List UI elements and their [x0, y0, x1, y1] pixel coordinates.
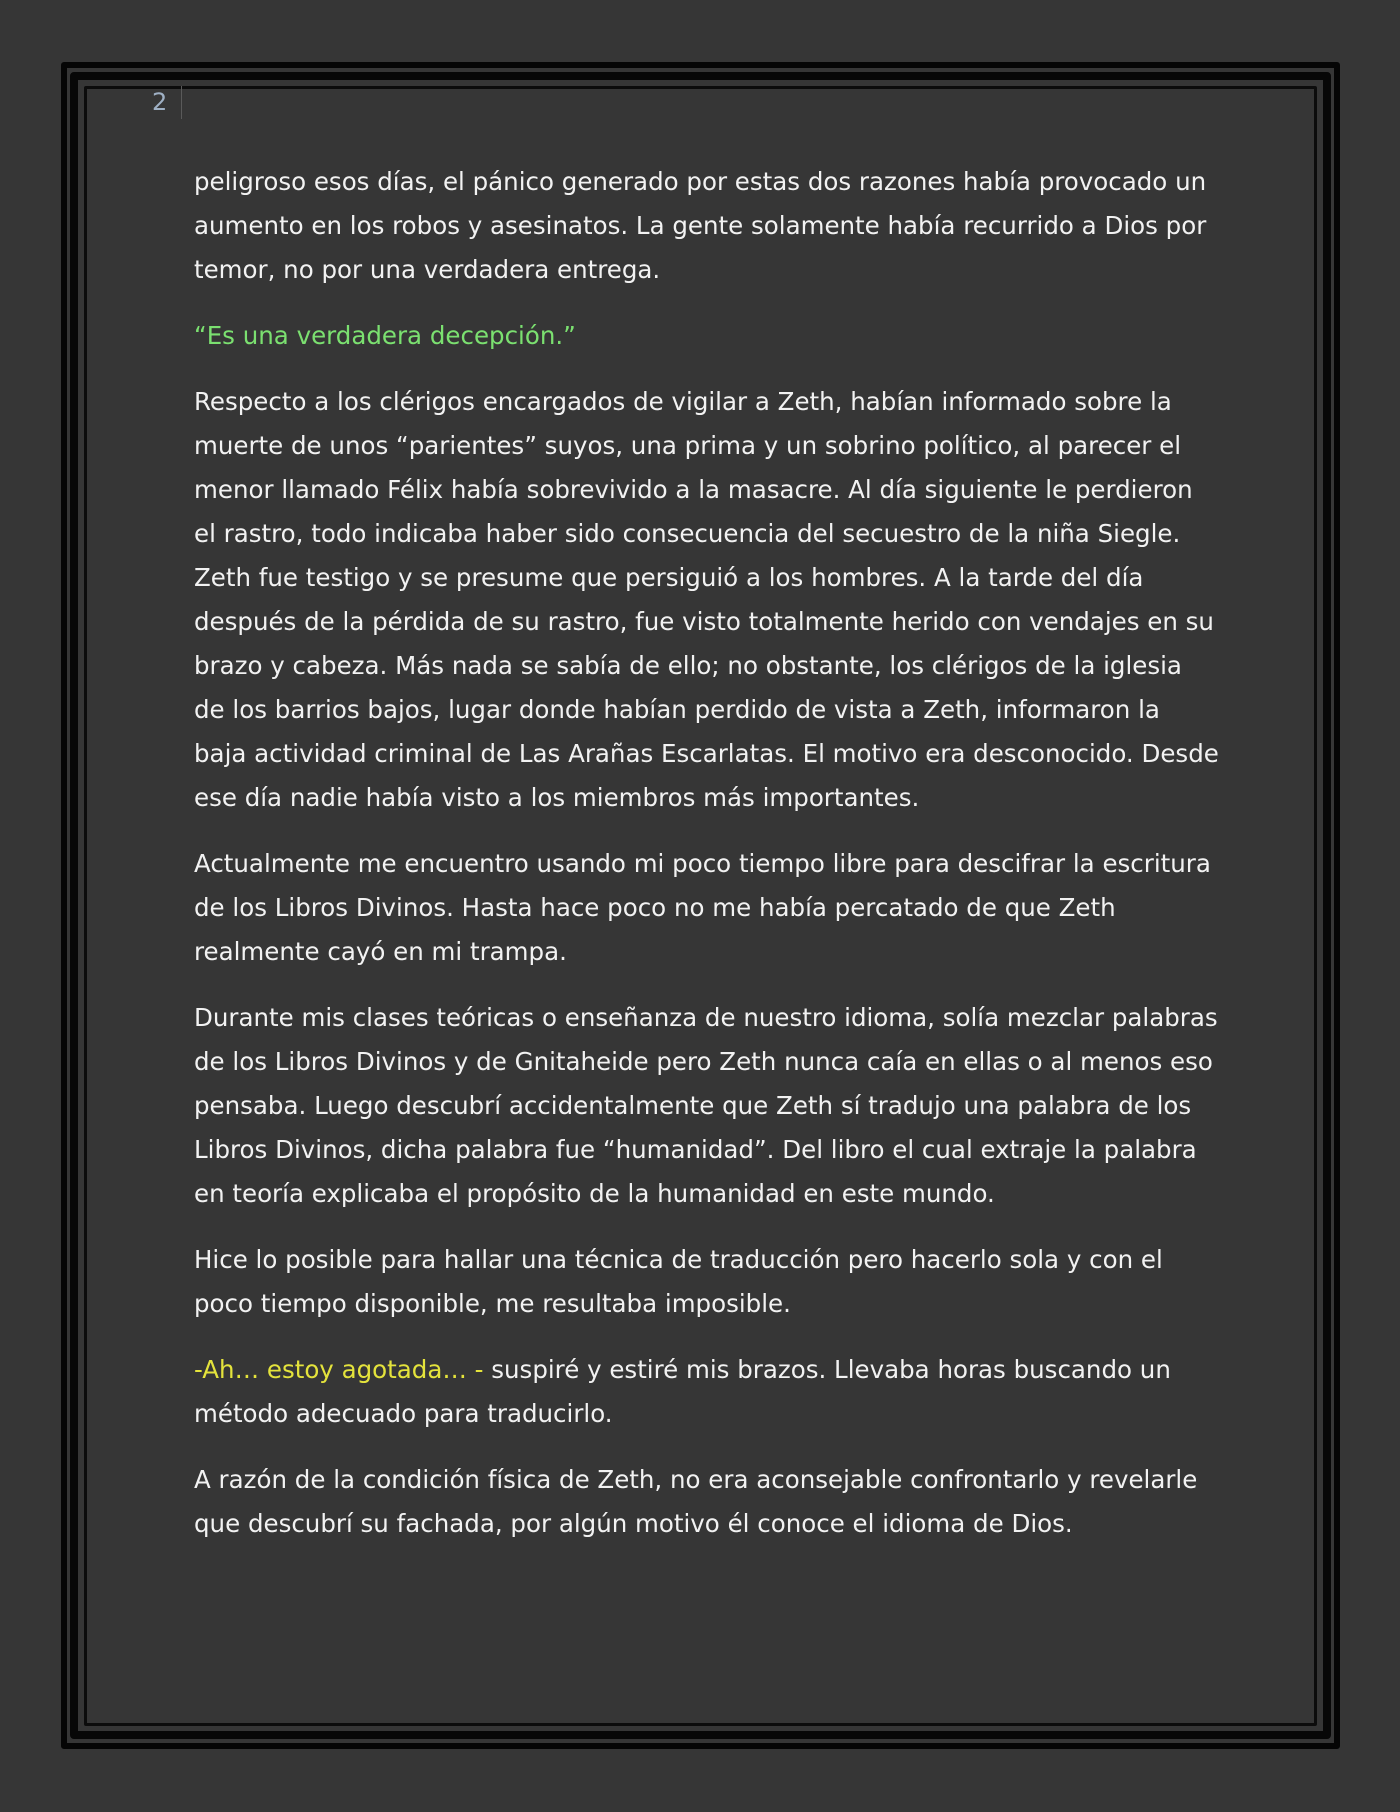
- page-number: 2: [152, 88, 168, 116]
- page-body: [194, 160, 1220, 1568]
- paragraph-quote: [194, 314, 1220, 358]
- paragraph-8: A razón de la condición física de Zeth, no era aconsejable confrontarlo y revelarle que descubrí su fachada, por algún motivo él conoce el idioma de Dios.: [194, 1465, 1198, 1538]
- paragraph-dialog: [194, 1348, 1220, 1436]
- paragraph-4: Actualmente me encuentro usando mi poco tiempo libre para descifrar la escritura de los Libros Divinos. Hasta hace poco no me había percatado de que Zeth realmente cayó en mi trampa.: [194, 849, 1211, 966]
- quote-text: “Es una verdadera decepción.”: [194, 321, 576, 350]
- paragraph-3: Respecto a los clérigos encargados de vigilar a Zeth, habían informado sobre la muerte de unos “parientes” suyos, una prima y un sobrino político, al parecer el menor llamado Félix había sobrevivido a la masacre. Al día siguiente le perdieron el rastro, todo indicaba haber sido consecuencia del secuestro de la niña Siegle. Zeth fue testigo y se presume que persiguió a los hombres. A la tarde del día después de la pérdida de su rastro, fue visto totalmente herido con vendajes en su brazo y cabeza. Más nada se sabía de ello; no obstante, los clérigos de la iglesia de los barrios bajos, lugar donde habían perdido de vista a Zeth, informaron la baja actividad criminal de Las Arañas Escarlatas. El motivo era desconocido. Desde ese día nadie había visto a los miembros más importantes.: [194, 387, 1219, 812]
- page-number-divider: [181, 86, 182, 119]
- paragraph-5: Durante mis clases teóricas o enseñanza de nuestro idioma, solía mezclar palabras de los Libros Divinos y de Gnitaheide pero Zeth nunca caía en ellas o al menos eso pensaba. Luego descubrí accidentalmente que Zeth sí tradujo una palabra de los Libros Divinos, dicha palabra fue “humanidad”. Del libro el cual extraje la palabra en teoría explicaba el propósito de la humanidad en este mundo.: [194, 1003, 1218, 1208]
- dialog-text: -Ah… estoy agotada… -: [194, 1355, 484, 1384]
- paragraph-6: Hice lo posible para hallar una técnica de traducción pero hacerlo sola y con el poco tiempo disponible, me resultaba imposible.: [194, 1245, 1163, 1318]
- paragraph-1: peligroso esos días, el pánico generado por estas dos razones había provocado un aumento en los robos y asesinatos. La gente solamente había recurrido a Dios por temor, no por una verdadera entrega.: [194, 167, 1207, 284]
- dialog-narration: suspiré y estiré mis brazos. Llevaba horas buscando un método adecuado para traducirlo.: [194, 1355, 1171, 1428]
